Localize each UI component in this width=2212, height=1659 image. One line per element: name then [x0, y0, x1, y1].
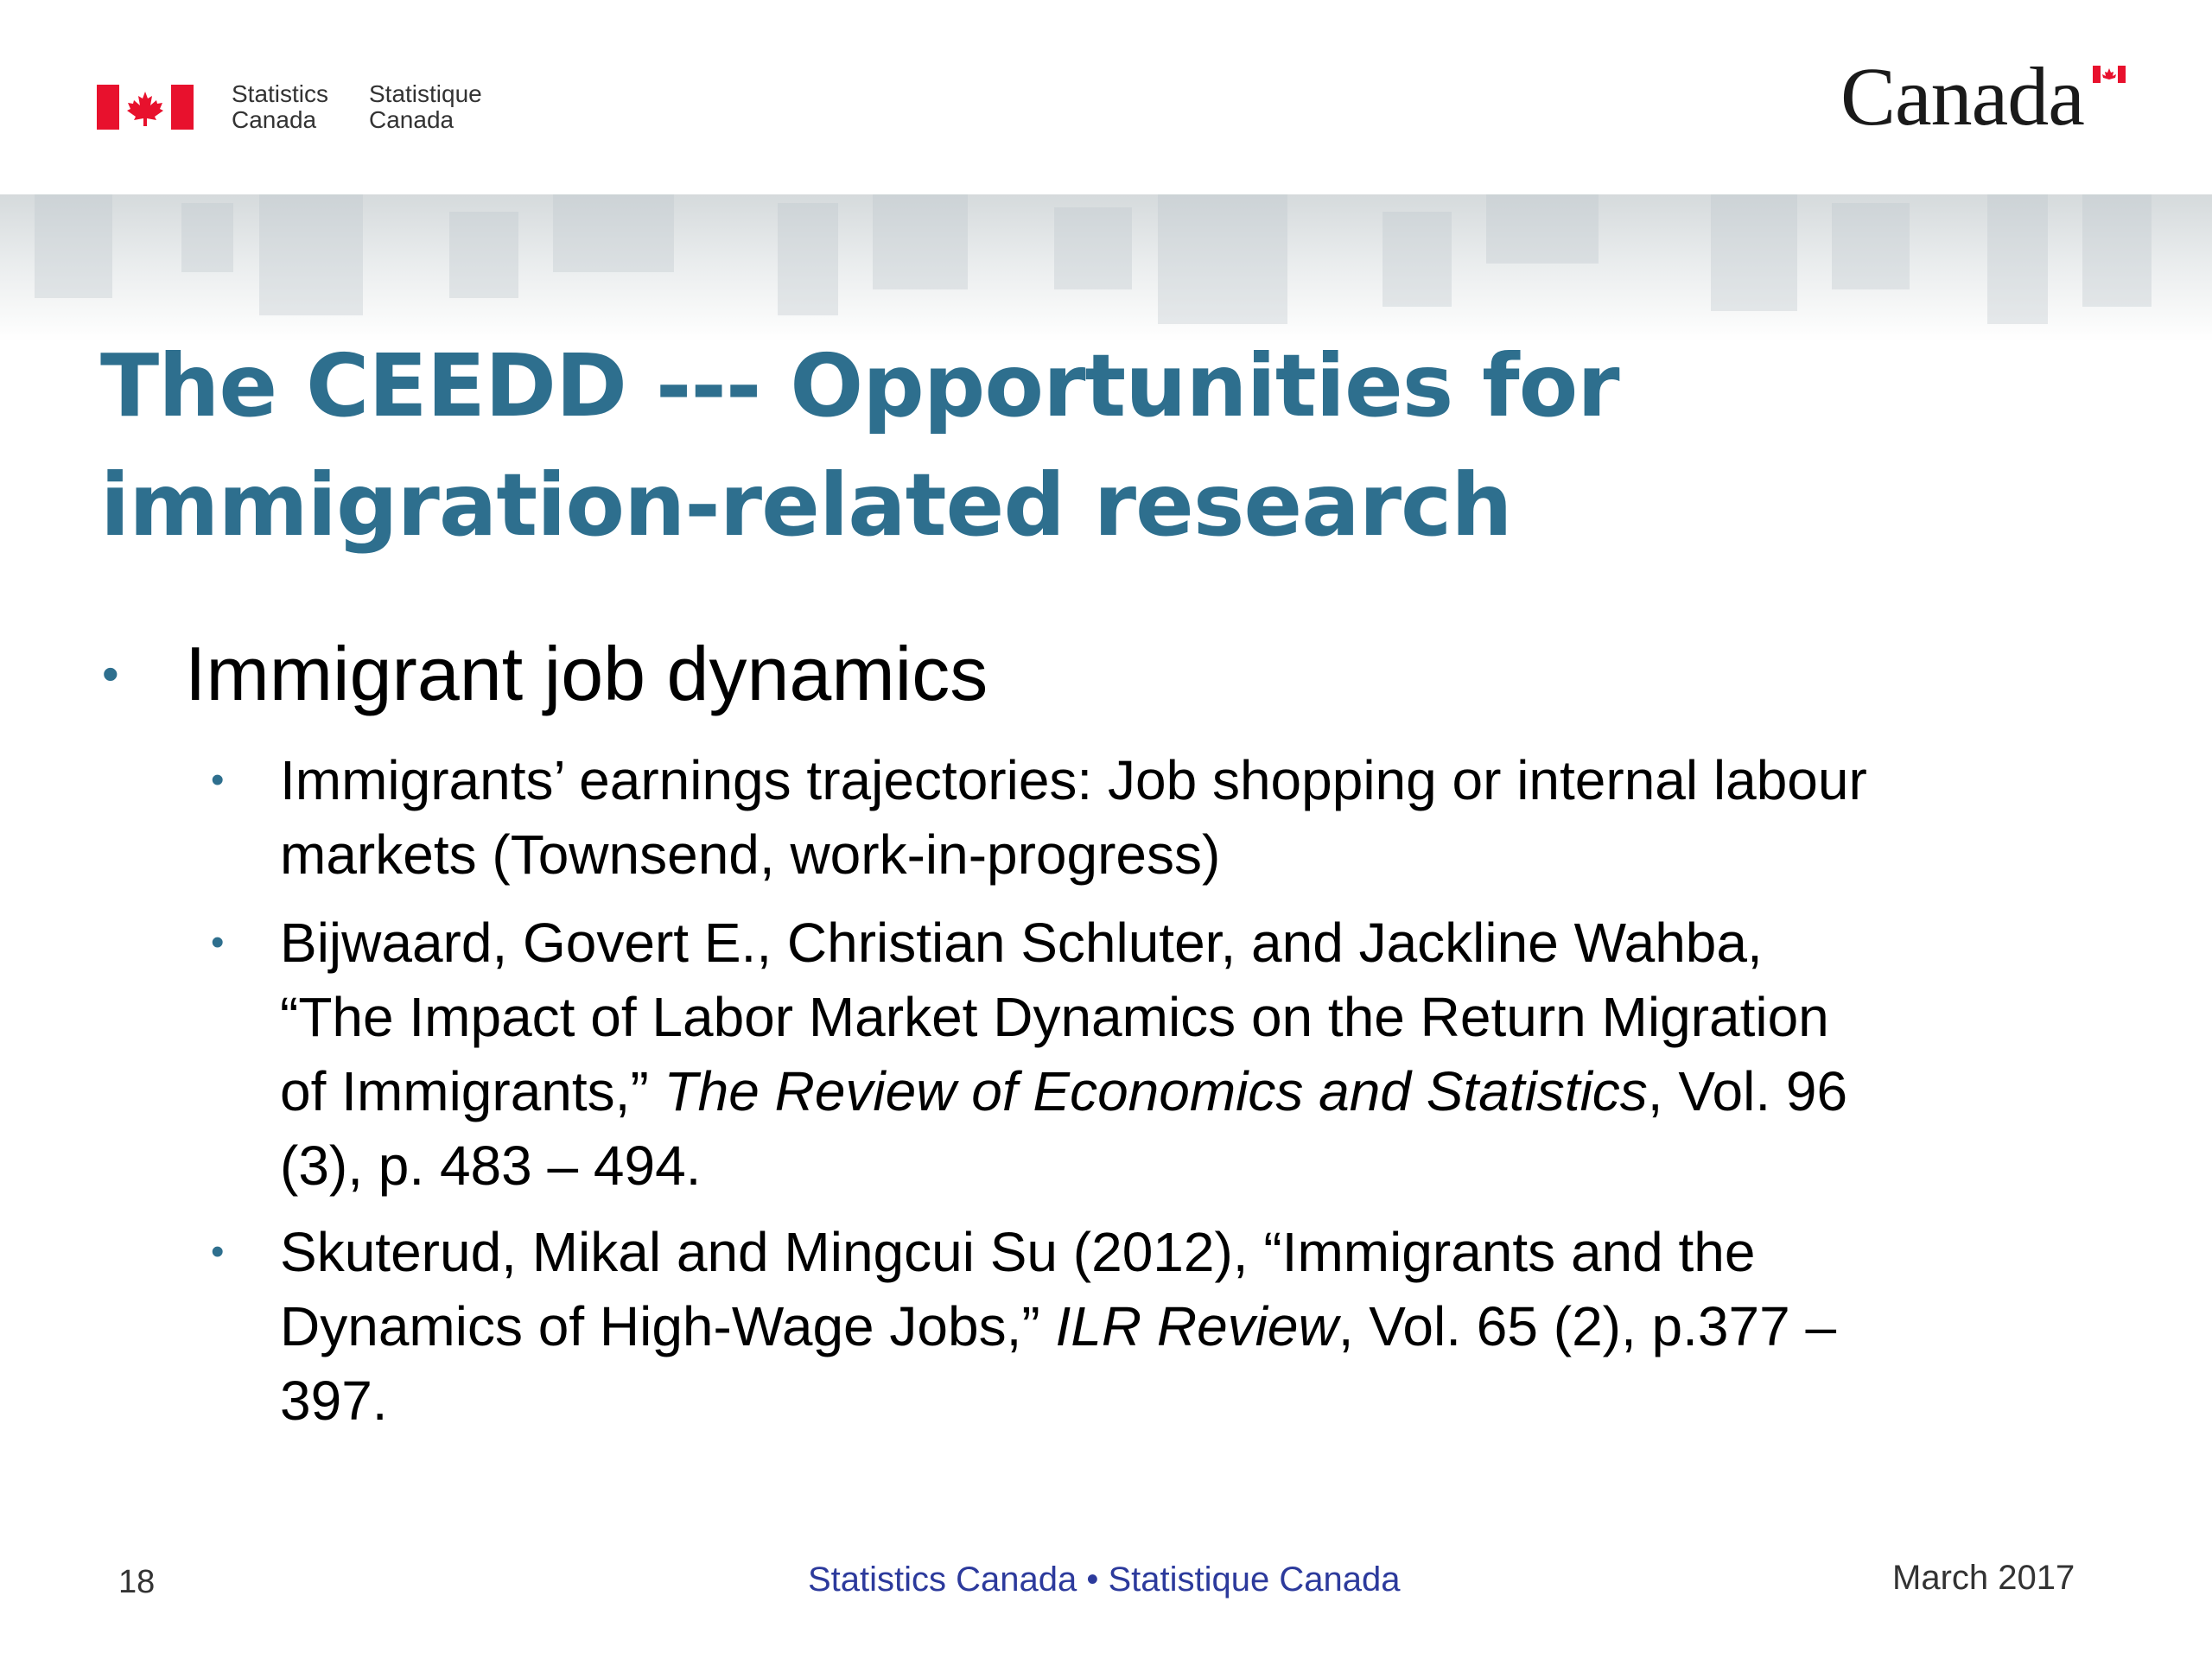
subbullet-line: 397. — [280, 1370, 388, 1432]
subbullet-line: (3), p. 483 – 494. — [280, 1135, 702, 1197]
subbullet-dot: • — [211, 1230, 225, 1273]
bullet-dot: • — [102, 646, 119, 701]
subbullet-text — [280, 1215, 2077, 1438]
subbullet-line: Skuterud, Mikal and Mingcui Su (2012), “Immigrants and the — [280, 1221, 1756, 1283]
subbullet-line — [280, 1054, 2077, 1128]
journal-title: ILR Review — [1055, 1295, 1338, 1357]
wordmark-text: Canada — [1840, 50, 2084, 143]
subbullet-dot: • — [211, 921, 225, 963]
journal-title: The Review of Economics and Statistics — [664, 1060, 1648, 1122]
subbullet-dot: • — [211, 759, 225, 801]
citation-text: Dynamics of High-Wage Jobs,” — [280, 1295, 1056, 1357]
subbullet-line: Immigrants’ earnings trajectories: Job shopping or internal labour — [280, 749, 1867, 811]
subbullet-text — [280, 906, 2077, 1203]
bullet-text: Immigrant job dynamics — [185, 631, 988, 716]
agency-fr-line1: Statistique — [369, 80, 482, 107]
slide-title — [100, 327, 2088, 565]
footer-agency-name: Statistics Canada • Statistique Canada — [808, 1560, 1401, 1599]
subbullet-line: Bijwaard, Govert E., Christian Schluter, and Jackline Wahba, — [280, 912, 1763, 974]
canada-wordmark — [1840, 50, 2126, 143]
page-number: 18 — [118, 1564, 156, 1600]
agency-name-english — [232, 81, 328, 133]
subbullet-line — [280, 1289, 2077, 1363]
subbullet-line: “The Impact of Labor Market Dynamics on the Return Migration — [280, 986, 1829, 1048]
agency-fr-line2: Canada — [369, 106, 454, 133]
slide-header — [0, 0, 2212, 194]
subbullet-text — [280, 743, 2077, 892]
slide-title-line2: immigration-related research — [100, 454, 1512, 556]
agency-en-line1: Statistics — [232, 80, 329, 107]
citation-text: of Immigrants,” — [280, 1060, 664, 1122]
canada-wordmark-flag — [2093, 66, 2126, 83]
slide-title-line1: The CEEDD --- Opportunities for — [100, 335, 1619, 436]
agency-en-line2: Canada — [232, 106, 317, 133]
subbullet-line: markets (Townsend, work-in-progress) — [280, 823, 1221, 886]
agency-name-french — [369, 81, 482, 133]
decorative-banner — [0, 194, 2212, 341]
canada-flag-logo — [97, 85, 194, 130]
footer-date: March 2017 — [1892, 1559, 2075, 1597]
citation-text: , Vol. 96 — [1647, 1060, 1848, 1122]
citation-text: , Vol. 65 (2), p.377 – — [1338, 1295, 1837, 1357]
